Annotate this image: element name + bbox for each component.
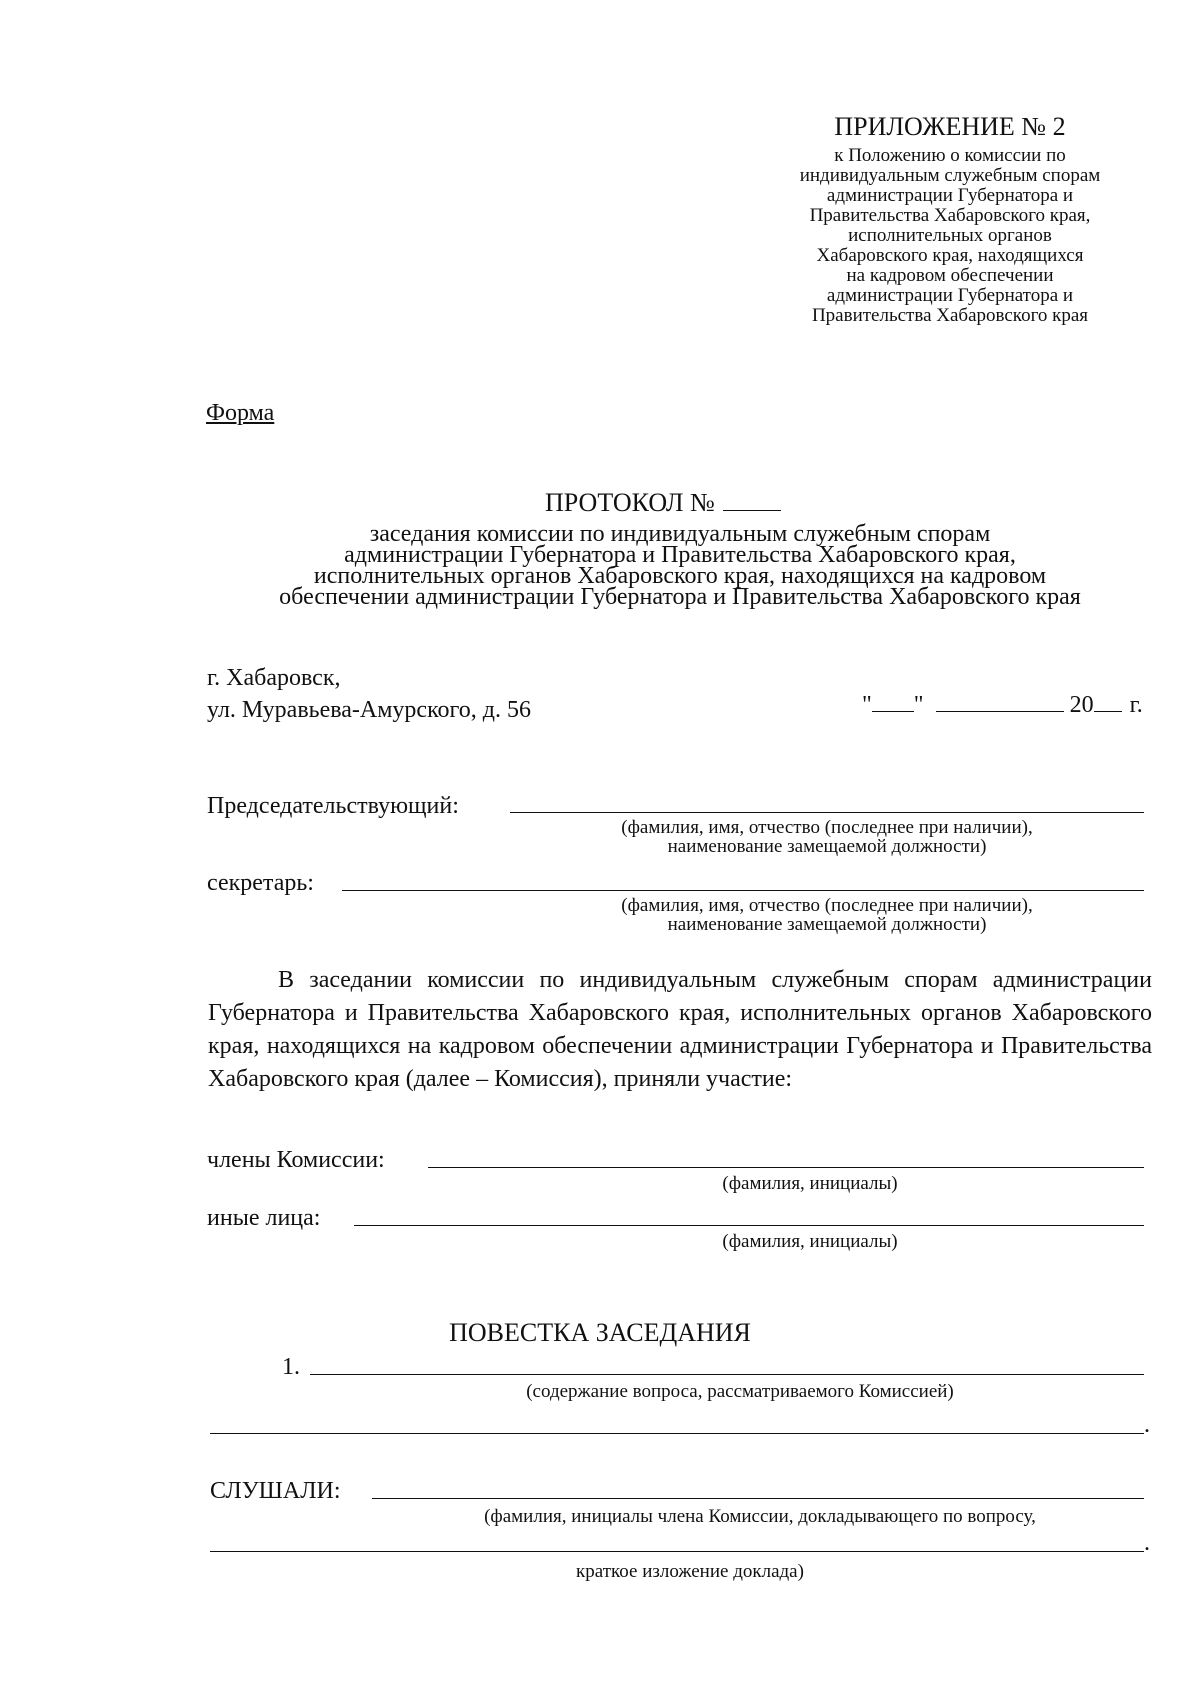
appendix-line: исполнительных органов [848,225,1052,246]
secretary-hint-1: (фамилия, имя, отчество (последнее при наличии), [621,895,1033,916]
appendix-line: Хабаровского края, находящихся [816,245,1084,266]
protocol-subtitle-line: исполнительных органов Хабаровского края, находящихся на кадровом [313,563,1047,589]
agenda-title: ПОВЕСТКА ЗАСЕДАНИЯ [449,1318,751,1347]
date-month-blank[interactable] [936,693,1064,712]
secretary-blank[interactable] [342,890,1144,891]
appendix-line: Правительства Хабаровского края, [809,205,1091,226]
agenda-end-dot: . [1144,1412,1150,1438]
heard-end-dot: . [1144,1530,1150,1556]
date-quote-open: " [862,692,872,718]
secretary-hint-2: наименование замещаемой должности) [667,914,987,935]
chair-label: Председательствующий: [207,793,459,819]
appendix-line: Правительства Хабаровского края [811,305,1089,326]
chair-hint-1: (фамилия, имя, отчество (последнее при наличии), [621,817,1033,838]
members-hint: (фамилия, инициалы) [722,1173,898,1194]
chair-blank[interactable] [510,812,1144,813]
others-blank[interactable] [354,1225,1144,1226]
heard-continuation-blank[interactable] [210,1551,1144,1552]
date-year-blank[interactable] [1094,693,1122,712]
date-year-prefix: 20 [1069,692,1094,718]
agenda-item-continuation-blank[interactable] [210,1433,1144,1434]
date-field [862,692,1143,719]
location-city: г. Хабаровск, [207,665,341,691]
participation-text: В заседании комиссии по индивидуальным служебным спорам администрации Губернатора и Правительства Хабаровского края, исполнительных органов Хабаровского края, находящихся на кадровом обеспечении администрации Губернатора и Правительства Хабаровского края (далее – Комиссия), приняли участие: [208,967,1152,1092]
protocol-subtitle [200,521,1160,610]
heard-blank[interactable] [372,1498,1144,1499]
members-blank[interactable] [428,1167,1144,1168]
appendix-line: индивидуальным служебным спорам [799,165,1101,186]
date-day-blank[interactable] [872,693,914,712]
agenda-item-blank[interactable] [310,1374,1144,1375]
location-street: ул. Муравьева-Амурского, д. 56 [207,697,531,723]
appendix-line: администрации Губернатора и [826,185,1074,206]
heard-hint-2: краткое изложение доклада) [576,1561,804,1582]
heard-hint-1: (фамилия, инициалы члена Комиссии, докладывающего по вопросу, [484,1506,1036,1527]
members-label: члены Комиссии: [207,1147,385,1173]
protocol-title-text: ПРОТОКОЛ № [545,488,715,517]
heard-label: СЛУШАЛИ: [210,1478,341,1504]
date-quote-close: " [913,692,924,718]
others-label: иные лица: [207,1205,321,1231]
protocol-number-blank[interactable] [723,492,781,511]
protocol-title [545,488,781,518]
date-year-suffix: г. [1129,692,1143,718]
protocol-subtitle-line: заседания комиссии по индивидуальным служебным спорам [369,521,991,547]
agenda-item-hint: (содержание вопроса, рассматриваемого Комиссией) [526,1381,954,1402]
protocol-subtitle-line: администрации Губернатора и Правительства Хабаровского края, [344,542,1016,568]
appendix-title: ПРИЛОЖЕНИЕ № 2 [834,112,1066,141]
participation-paragraph [208,964,1152,1096]
others-hint: (фамилия, инициалы) [722,1231,898,1252]
appendix-reference [740,146,1160,326]
secretary-label: секретарь: [207,870,314,896]
protocol-subtitle-line: обеспечении администрации Губернатора и Правительства Хабаровского края [279,584,1081,610]
chair-hint-2: наименование замещаемой должности) [667,836,987,857]
appendix-line: администрации Губернатора и [826,285,1074,306]
form-label: Форма [206,400,275,426]
appendix-line: к Положению о комиссии по [834,145,1066,166]
appendix-line: на кадровом обеспечении [846,265,1054,286]
agenda-item-number: 1. [282,1354,300,1380]
